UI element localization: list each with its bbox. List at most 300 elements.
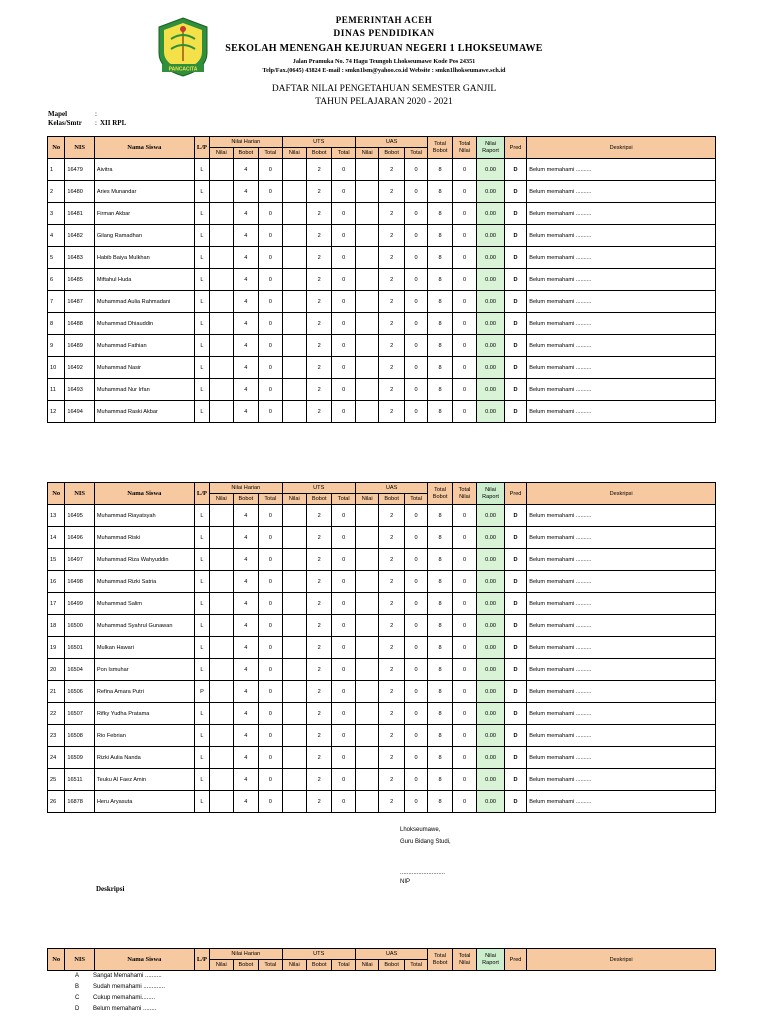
row-uas-total: 0 (404, 379, 427, 401)
row-raport: 0.00 (477, 159, 505, 181)
row-pred: D (504, 615, 526, 637)
row-pred: D (504, 791, 526, 813)
sub-bobot: Bobot (379, 494, 404, 505)
row-uas-nilai (355, 313, 378, 335)
row-uas-total: 0 (404, 335, 427, 357)
row-nama: Refina Amara Putri (94, 681, 194, 703)
row-uts-nilai (282, 593, 306, 615)
row-total-bobot: 8 (428, 615, 452, 637)
col-nilai-harian: Nilai Harian (210, 483, 282, 494)
row-uas-bobot: 2 (379, 571, 404, 593)
row-nis: 16483 (65, 247, 95, 269)
row-total-nilai: 0 (452, 747, 476, 769)
row-no: 26 (48, 791, 65, 813)
row-total-nilai: 0 (452, 703, 476, 725)
row-raport: 0.00 (477, 225, 505, 247)
row-nis: 16496 (65, 527, 95, 549)
row-nh-bobot: 4 (233, 159, 258, 181)
table-row (48, 159, 716, 181)
row-nh-bobot: 4 (233, 313, 258, 335)
row-uts-nilai (282, 527, 306, 549)
row-nh-total: 0 (259, 527, 282, 549)
row-nama: Heru Aryasuta (94, 791, 194, 813)
row-uas-total: 0 (404, 401, 427, 423)
row-deskripsi: Belum memahami .......... (527, 401, 716, 423)
row-total-nilai: 0 (452, 291, 476, 313)
row-total-nilai: 0 (452, 637, 476, 659)
row-nama: Rizki Aulia Nanda (94, 747, 194, 769)
row-pred: D (504, 269, 526, 291)
mapel-separator: : (95, 110, 97, 118)
sub-bobot: Bobot (233, 960, 258, 971)
row-uas-bobot: 2 (379, 659, 404, 681)
row-nama: Habib Baiya Mulkhan (94, 247, 194, 269)
row-deskripsi: Belum memahami .......... (527, 225, 716, 247)
row-uas-nilai (355, 615, 378, 637)
row-uas-total: 0 (404, 225, 427, 247)
row-total-nilai: 0 (452, 615, 476, 637)
row-pred: D (504, 335, 526, 357)
row-uts-total: 0 (332, 505, 355, 527)
row-pred: D (504, 225, 526, 247)
row-total-nilai: 0 (452, 725, 476, 747)
row-uas-bobot: 2 (379, 181, 404, 203)
row-deskripsi: Belum memahami .......... (527, 159, 716, 181)
row-nh-total: 0 (259, 769, 282, 791)
row-nh-nilai (210, 703, 233, 725)
row-nh-total: 0 (259, 313, 282, 335)
row-uas-nilai (355, 203, 378, 225)
row-deskripsi: Belum memahami .......... (527, 335, 716, 357)
table-row (48, 379, 716, 401)
row-deskripsi: Belum memahami .......... (527, 527, 716, 549)
row-uas-total: 0 (404, 247, 427, 269)
row-uts-total: 0 (332, 571, 355, 593)
row-uts-nilai (282, 571, 306, 593)
col-lp: L/P (194, 137, 209, 159)
row-uts-bobot: 2 (307, 181, 332, 203)
row-uas-bobot: 2 (379, 637, 404, 659)
row-lp: L (194, 269, 209, 291)
row-uas-total: 0 (404, 203, 427, 225)
row-total-nilai: 0 (452, 769, 476, 791)
legend-text: Sudah memahami ............. (93, 984, 166, 990)
row-uts-total: 0 (332, 313, 355, 335)
row-nis: 16492 (65, 357, 95, 379)
row-nama: Muhammad Riza Wahyuddin (94, 549, 194, 571)
row-lp: L (194, 703, 209, 725)
kelas-value: XII RPL (100, 119, 127, 127)
sub-bobot: Bobot (233, 148, 258, 159)
row-pred: D (504, 181, 526, 203)
row-raport: 0.00 (477, 335, 505, 357)
row-lp: L (194, 357, 209, 379)
row-total-nilai: 0 (452, 379, 476, 401)
row-nh-total: 0 (259, 637, 282, 659)
row-uas-nilai (355, 637, 378, 659)
row-uas-nilai (355, 769, 378, 791)
row-nh-bobot: 4 (233, 681, 258, 703)
legend-code: A (75, 973, 80, 979)
row-lp: L (194, 615, 209, 637)
col-deskripsi: Deskripsi (527, 949, 716, 971)
col-uts: UTS (282, 949, 355, 960)
row-raport: 0.00 (477, 401, 505, 423)
signature-nip: NIP (400, 879, 411, 885)
row-total-bobot: 8 (428, 593, 452, 615)
row-nh-bobot: 4 (233, 637, 258, 659)
row-uas-total: 0 (404, 747, 427, 769)
row-nama: Aries Munandar (94, 181, 194, 203)
row-uts-total: 0 (332, 225, 355, 247)
row-nh-bobot: 4 (233, 505, 258, 527)
table-row (48, 291, 716, 313)
row-nis: 16489 (65, 335, 95, 357)
row-total-bobot: 8 (428, 505, 452, 527)
row-uas-nilai (355, 593, 378, 615)
row-uts-bobot: 2 (307, 269, 332, 291)
row-uas-total: 0 (404, 681, 427, 703)
row-nis: 16497 (65, 549, 95, 571)
row-total-nilai: 0 (452, 247, 476, 269)
row-uts-bobot: 2 (307, 225, 332, 247)
row-uas-nilai (355, 791, 378, 813)
row-lp: L (194, 203, 209, 225)
row-uts-bobot: 2 (307, 769, 332, 791)
row-nis: 16506 (65, 681, 95, 703)
col-total-bobot: Total Bobot (428, 483, 452, 505)
row-nh-nilai (210, 615, 233, 637)
row-uas-total: 0 (404, 527, 427, 549)
row-total-bobot: 8 (428, 747, 452, 769)
row-uas-bobot: 2 (379, 681, 404, 703)
row-deskripsi: Belum memahami .......... (527, 247, 716, 269)
row-nh-bobot: 4 (233, 225, 258, 247)
row-total-bobot: 8 (428, 571, 452, 593)
row-nh-nilai (210, 181, 233, 203)
row-uts-total: 0 (332, 637, 355, 659)
col-uts: UTS (282, 483, 355, 494)
row-pred: D (504, 527, 526, 549)
row-nh-total: 0 (259, 747, 282, 769)
row-uas-bobot: 2 (379, 703, 404, 725)
row-raport: 0.00 (477, 571, 505, 593)
row-no: 15 (48, 549, 65, 571)
row-raport: 0.00 (477, 505, 505, 527)
row-no: 12 (48, 401, 65, 423)
row-total-bobot: 8 (428, 225, 452, 247)
row-nh-nilai (210, 593, 233, 615)
row-lp: L (194, 637, 209, 659)
row-lp: L (194, 159, 209, 181)
row-total-nilai: 0 (452, 791, 476, 813)
row-uts-bobot: 2 (307, 527, 332, 549)
table-row (48, 203, 716, 225)
col-pred: Pred (504, 137, 526, 159)
col-total-bobot: Total Bobot (428, 137, 452, 159)
row-uts-nilai (282, 791, 306, 813)
row-uts-total: 0 (332, 379, 355, 401)
table-row (48, 637, 716, 659)
row-uts-bobot: 2 (307, 379, 332, 401)
row-total-bobot: 8 (428, 203, 452, 225)
legend-item (75, 1006, 156, 1012)
col-nis: NIS (65, 483, 95, 505)
row-lp: L (194, 527, 209, 549)
row-raport: 0.00 (477, 247, 505, 269)
row-no: 13 (48, 505, 65, 527)
row-nh-bobot: 4 (233, 725, 258, 747)
col-nilai-raport: Nilai Raport (477, 949, 505, 971)
sub-bobot: Bobot (307, 148, 332, 159)
row-uas-nilai (355, 291, 378, 313)
row-total-nilai: 0 (452, 357, 476, 379)
row-nh-bobot: 4 (233, 615, 258, 637)
table-row (48, 593, 716, 615)
row-uas-nilai (355, 379, 378, 401)
grade-table-2 (47, 482, 716, 813)
legend-text: Cukup memahami........ (93, 995, 156, 1001)
row-deskripsi: Belum memahami .......... (527, 379, 716, 401)
row-total-nilai: 0 (452, 401, 476, 423)
row-total-bobot: 8 (428, 357, 452, 379)
col-total-nilai: Total Nilai (452, 949, 476, 971)
row-no: 8 (48, 313, 65, 335)
row-uas-nilai (355, 659, 378, 681)
row-deskripsi: Belum memahami .......... (527, 703, 716, 725)
mapel-row (48, 110, 97, 118)
row-uas-nilai (355, 505, 378, 527)
row-raport: 0.00 (477, 291, 505, 313)
row-nh-total: 0 (259, 703, 282, 725)
row-nh-total: 0 (259, 659, 282, 681)
mapel-label: Mapel (48, 110, 68, 118)
row-nh-total: 0 (259, 681, 282, 703)
row-uas-total: 0 (404, 725, 427, 747)
row-total-nilai: 0 (452, 225, 476, 247)
row-deskripsi: Belum memahami .......... (527, 681, 716, 703)
table-row (48, 571, 716, 593)
row-uts-nilai (282, 681, 306, 703)
row-nama: Rifky Yudha Pratama (94, 703, 194, 725)
row-uts-total: 0 (332, 335, 355, 357)
row-nh-bobot: 4 (233, 703, 258, 725)
row-uas-total: 0 (404, 637, 427, 659)
row-uts-bobot: 2 (307, 791, 332, 813)
row-uas-bobot: 2 (379, 335, 404, 357)
row-pred: D (504, 357, 526, 379)
row-nis: 16511 (65, 769, 95, 791)
row-uts-total: 0 (332, 159, 355, 181)
row-uts-bobot: 2 (307, 637, 332, 659)
row-lp: P (194, 681, 209, 703)
row-pred: D (504, 203, 526, 225)
row-uas-total: 0 (404, 291, 427, 313)
header-line-1: PEMERINTAH ACEH (335, 15, 433, 25)
row-pred: D (504, 593, 526, 615)
row-uas-bobot: 2 (379, 225, 404, 247)
row-uas-nilai (355, 335, 378, 357)
row-nh-nilai (210, 313, 233, 335)
row-total-bobot: 8 (428, 269, 452, 291)
row-uts-nilai (282, 615, 306, 637)
row-nis: 16508 (65, 725, 95, 747)
row-lp: L (194, 659, 209, 681)
row-nh-total: 0 (259, 791, 282, 813)
row-nh-nilai (210, 681, 233, 703)
row-nh-total: 0 (259, 269, 282, 291)
row-uts-bobot: 2 (307, 681, 332, 703)
row-total-bobot: 8 (428, 291, 452, 313)
sub-bobot: Bobot (379, 960, 404, 971)
sub-total: Total (332, 960, 355, 971)
row-nama: Pon Ismuhar (94, 659, 194, 681)
row-nama: Teuku Al Faez Amin (94, 769, 194, 791)
row-nama: Muhammad Aulia Rahmadani (94, 291, 194, 313)
row-nis: 16495 (65, 505, 95, 527)
row-uts-nilai (282, 291, 306, 313)
row-nis: 16504 (65, 659, 95, 681)
col-deskripsi: Deskripsi (527, 483, 716, 505)
row-total-bobot: 8 (428, 659, 452, 681)
header-line-2: DINAS PENDIDIKAN (333, 29, 435, 39)
row-nis: 16501 (65, 637, 95, 659)
row-nh-total: 0 (259, 335, 282, 357)
row-nama: Muhammad Dhiauddin (94, 313, 194, 335)
table-row (48, 335, 716, 357)
row-nh-bobot: 4 (233, 549, 258, 571)
sub-total: Total (259, 960, 282, 971)
row-uts-nilai (282, 269, 306, 291)
row-deskripsi: Belum memahami .......... (527, 203, 716, 225)
row-deskripsi: Belum memahami .......... (527, 725, 716, 747)
row-nh-bobot: 4 (233, 659, 258, 681)
row-uts-total: 0 (332, 291, 355, 313)
row-pred: D (504, 681, 526, 703)
row-uts-nilai (282, 203, 306, 225)
sub-nilai: Nilai (355, 960, 378, 971)
row-lp: L (194, 505, 209, 527)
row-nis: 16493 (65, 379, 95, 401)
row-uts-total: 0 (332, 247, 355, 269)
col-lp: L/P (194, 483, 209, 505)
row-uas-nilai (355, 225, 378, 247)
row-lp: L (194, 401, 209, 423)
row-pred: D (504, 379, 526, 401)
row-nh-bobot: 4 (233, 791, 258, 813)
row-nh-nilai (210, 225, 233, 247)
row-uas-nilai (355, 357, 378, 379)
row-uas-total: 0 (404, 615, 427, 637)
row-uts-total: 0 (332, 357, 355, 379)
row-nis: 16479 (65, 159, 95, 181)
row-uas-total: 0 (404, 769, 427, 791)
row-no: 24 (48, 747, 65, 769)
row-uts-nilai (282, 357, 306, 379)
row-uts-nilai (282, 769, 306, 791)
row-uts-bobot: 2 (307, 615, 332, 637)
row-total-nilai: 0 (452, 505, 476, 527)
col-nama: Nama Siswa (94, 483, 194, 505)
row-uas-total: 0 (404, 659, 427, 681)
row-lp: L (194, 335, 209, 357)
row-uts-bobot: 2 (307, 291, 332, 313)
row-pred: D (504, 549, 526, 571)
row-no: 21 (48, 681, 65, 703)
row-nis: 16487 (65, 291, 95, 313)
col-nilai-harian: Nilai Harian (210, 949, 282, 960)
row-uas-total: 0 (404, 571, 427, 593)
row-uas-nilai (355, 181, 378, 203)
row-pred: D (504, 247, 526, 269)
row-nama: Muhammad Nur Irfan (94, 379, 194, 401)
school-name: SEKOLAH MENENGAH KEJURUAN NEGERI 1 LHOKSEUMAWE (225, 43, 543, 54)
row-nh-total: 0 (259, 401, 282, 423)
row-lp: L (194, 747, 209, 769)
row-no: 3 (48, 203, 65, 225)
table-row (48, 791, 716, 813)
row-nh-nilai (210, 769, 233, 791)
row-uts-nilai (282, 747, 306, 769)
col-deskripsi: Deskripsi (527, 137, 716, 159)
row-uas-bobot: 2 (379, 725, 404, 747)
row-total-nilai: 0 (452, 681, 476, 703)
row-total-bobot: 8 (428, 681, 452, 703)
row-nh-bobot: 4 (233, 269, 258, 291)
row-total-bobot: 8 (428, 379, 452, 401)
sub-bobot: Bobot (233, 494, 258, 505)
row-uts-nilai (282, 659, 306, 681)
row-deskripsi: Belum memahami .......... (527, 747, 716, 769)
row-no: 16 (48, 571, 65, 593)
row-uts-bobot: 2 (307, 247, 332, 269)
row-nh-total: 0 (259, 291, 282, 313)
row-total-bobot: 8 (428, 703, 452, 725)
row-nama: Muhammad Rizki Satria (94, 571, 194, 593)
signature-line: ........................... (400, 870, 446, 876)
row-nama: Muhammad Fathian (94, 335, 194, 357)
row-lp: L (194, 571, 209, 593)
row-no: 5 (48, 247, 65, 269)
table-row (48, 549, 716, 571)
row-nh-bobot: 4 (233, 379, 258, 401)
col-nilai-harian: Nilai Harian (210, 137, 282, 148)
sub-nilai: Nilai (210, 960, 233, 971)
legend-code: B (75, 984, 80, 990)
row-uts-total: 0 (332, 615, 355, 637)
row-nh-total: 0 (259, 571, 282, 593)
row-uts-total: 0 (332, 269, 355, 291)
row-uts-total: 0 (332, 203, 355, 225)
row-nh-bobot: 4 (233, 571, 258, 593)
legend-text: Belum memahami ........ (93, 1006, 157, 1012)
row-uas-bobot: 2 (379, 401, 404, 423)
row-total-nilai: 0 (452, 313, 476, 335)
row-nh-bobot: 4 (233, 357, 258, 379)
row-uas-nilai (355, 401, 378, 423)
row-pred: D (504, 159, 526, 181)
row-uts-total: 0 (332, 527, 355, 549)
legend-item (75, 995, 155, 1001)
row-lp: L (194, 379, 209, 401)
row-deskripsi: Belum memahami .......... (527, 505, 716, 527)
row-nh-nilai (210, 159, 233, 181)
row-nama: Muhammad Nasir (94, 357, 194, 379)
row-deskripsi: Belum memahami .......... (527, 659, 716, 681)
table-row (48, 401, 716, 423)
col-nama: Nama Siswa (94, 137, 194, 159)
row-uts-bobot: 2 (307, 703, 332, 725)
